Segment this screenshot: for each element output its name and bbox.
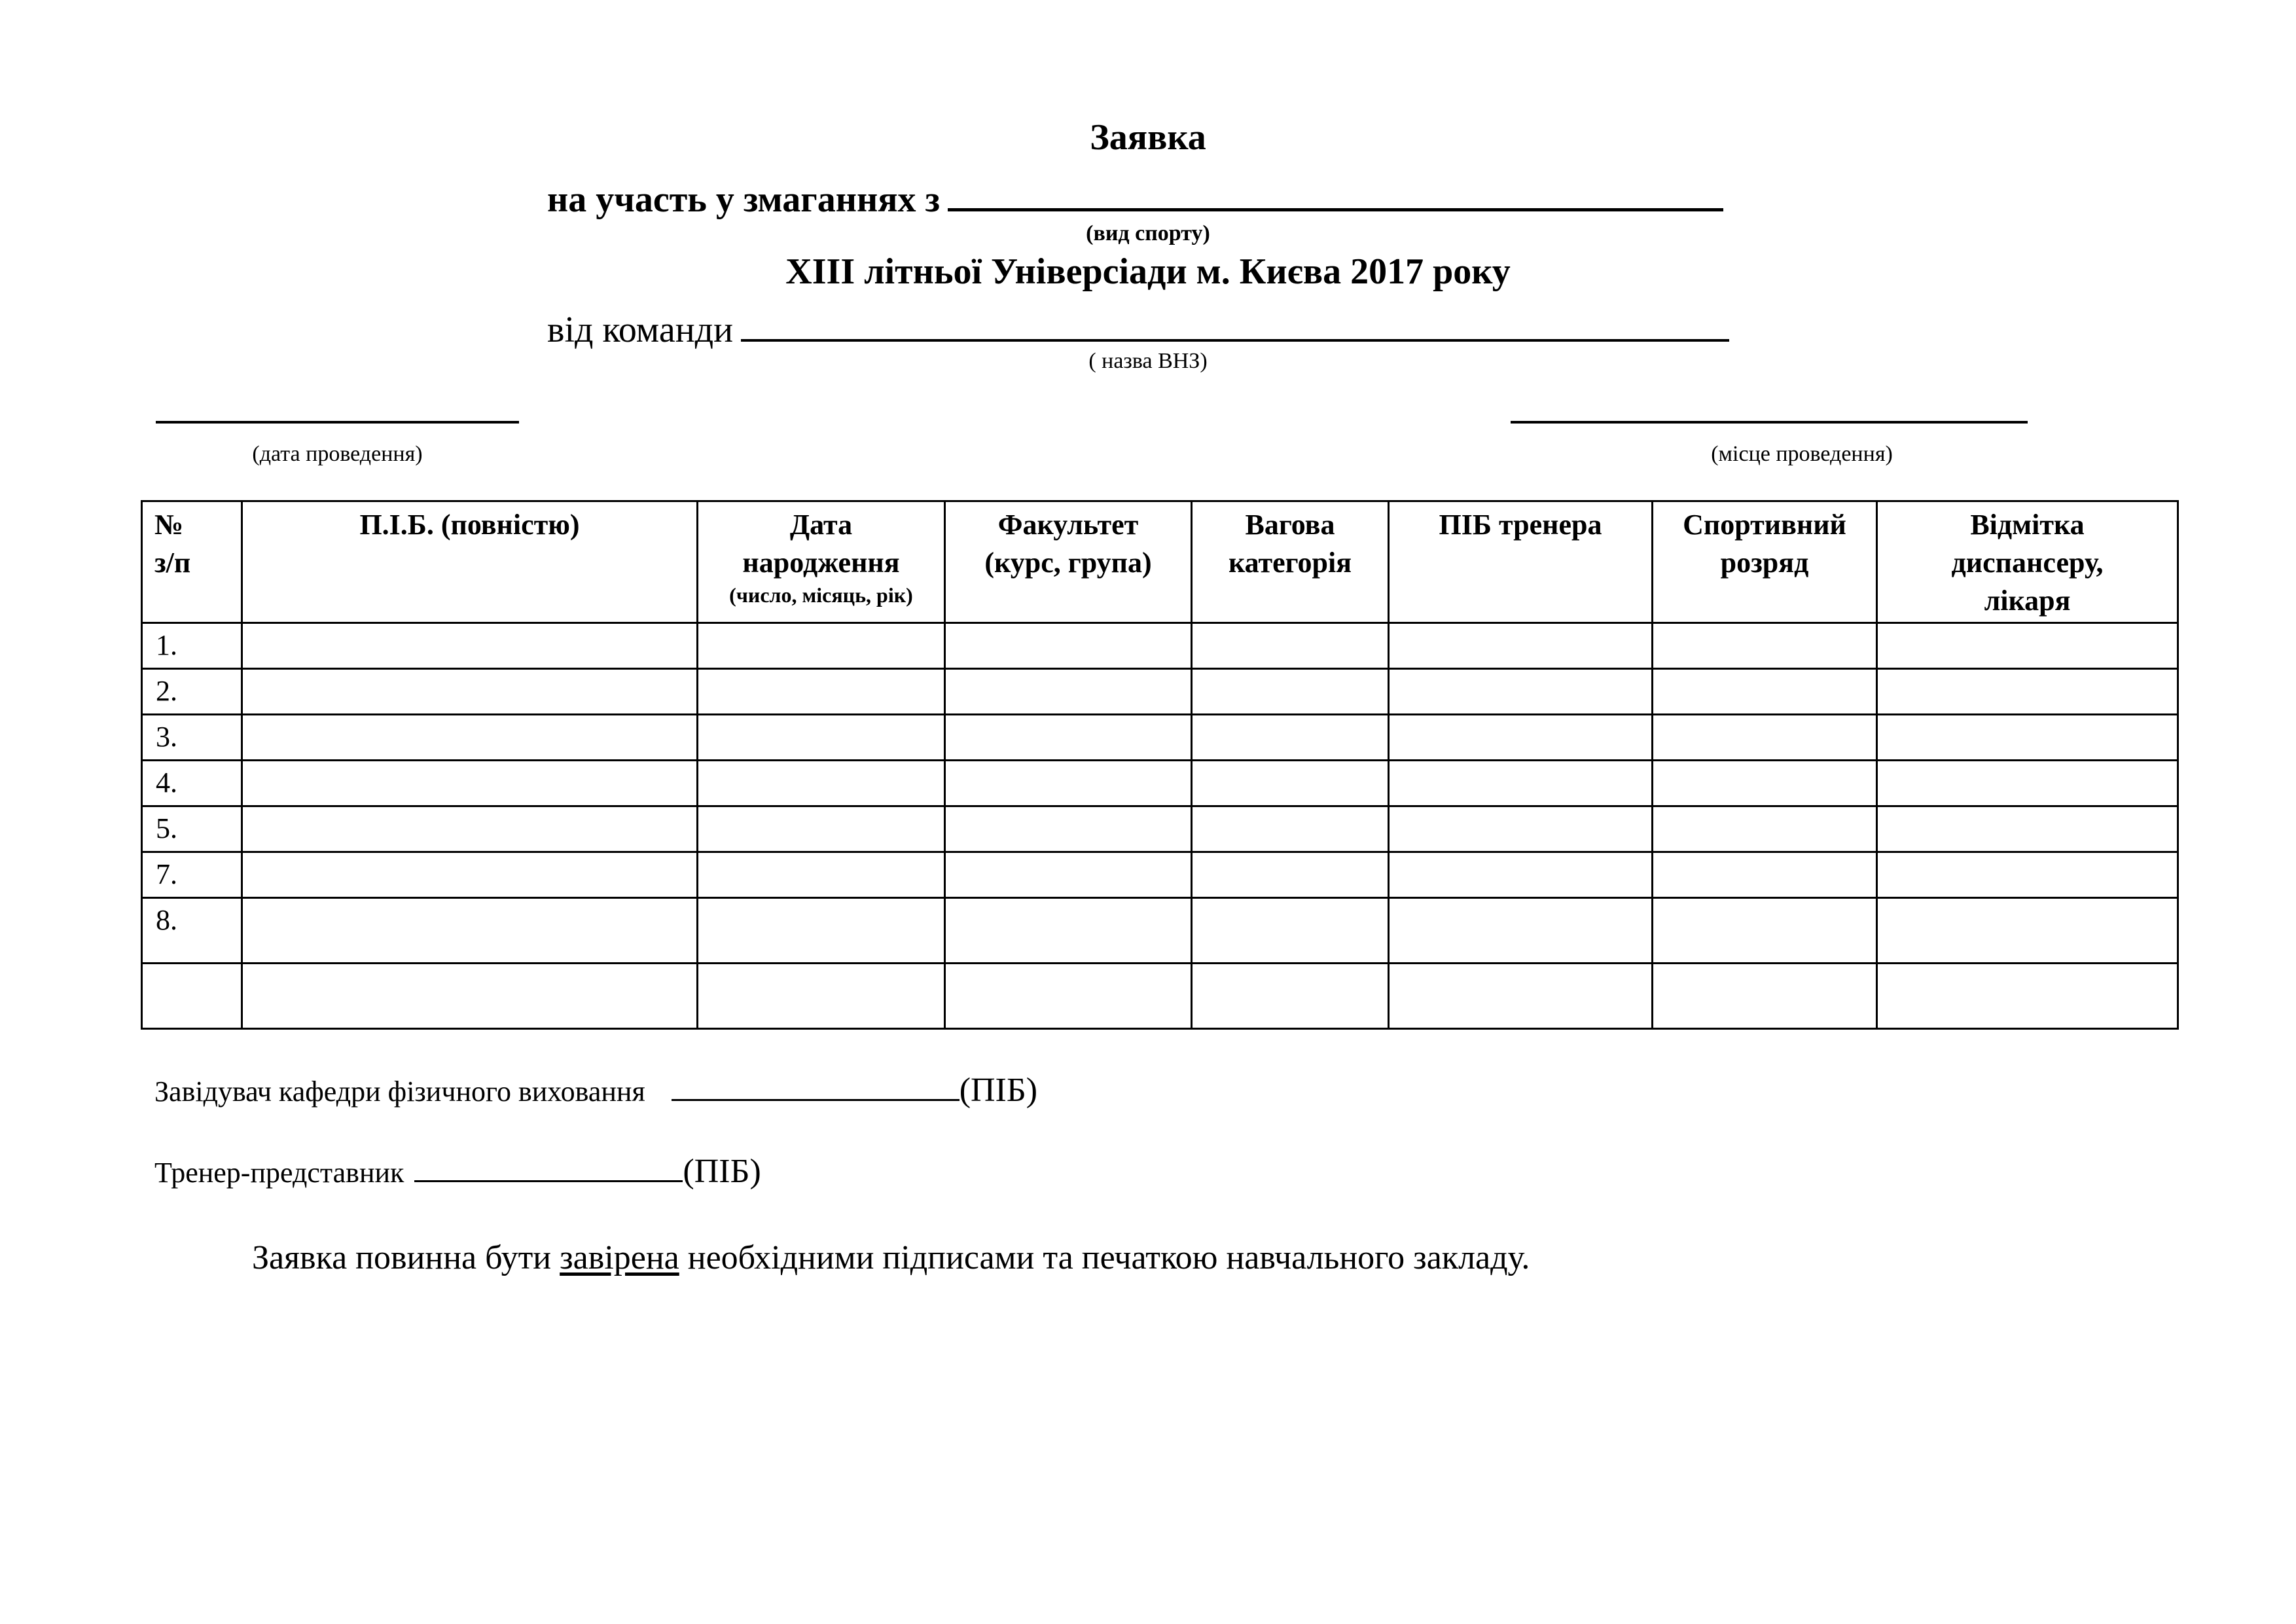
table-cell[interactable] [1877, 898, 2178, 964]
column-header-label: № з/п [154, 509, 191, 579]
coach-pib-label: (ПІБ) [683, 1153, 761, 1190]
table-cell[interactable] [698, 806, 945, 852]
table-cell[interactable] [1877, 806, 2178, 852]
column-header [242, 501, 698, 623]
column-header [945, 501, 1192, 623]
table-cell[interactable] [242, 669, 698, 715]
table-cell[interactable] [1877, 623, 2178, 669]
table-cell[interactable] [945, 852, 1192, 898]
table-cell[interactable] [242, 852, 698, 898]
event-title: XIII літньої Універсіади м. Києва 2017 року [785, 251, 1511, 292]
column-header [1389, 501, 1653, 623]
sport-line-label: на участь у змаганнях з [547, 179, 941, 220]
column-header-label: Спортивний розряд [1683, 509, 1846, 579]
table-row [142, 806, 2178, 852]
table-cell[interactable] [1653, 964, 1877, 1029]
row-number-cell: 7. [142, 852, 242, 898]
table-cell[interactable] [242, 898, 698, 964]
column-header [1192, 501, 1389, 623]
table-cell[interactable] [1653, 715, 1877, 761]
table-row [142, 852, 2178, 898]
table-cell[interactable] [1389, 806, 1653, 852]
table-cell[interactable] [1653, 806, 1877, 852]
note-underlined-word: завірена [560, 1239, 679, 1276]
table-cell[interactable] [1653, 623, 1877, 669]
note-text-start: Заявка повинна бути [252, 1239, 560, 1276]
table-cell[interactable] [698, 852, 945, 898]
table-cell[interactable] [1389, 669, 1653, 715]
sport-line [547, 177, 1723, 221]
place-blank-field[interactable] [1511, 421, 2028, 424]
table-cell[interactable] [945, 761, 1192, 806]
coach-blank-field[interactable] [414, 1157, 683, 1182]
table-cell[interactable] [1389, 623, 1653, 669]
table-cell[interactable] [1653, 761, 1877, 806]
row-number-cell: 4. [142, 761, 242, 806]
table-cell[interactable] [1389, 715, 1653, 761]
column-header-label: Факультет (курс, група) [984, 509, 1152, 579]
department-head-label: Завідувач кафедри фізичного виховання [154, 1075, 645, 1108]
table-cell[interactable] [1877, 761, 2178, 806]
table-row [142, 761, 2178, 806]
column-header [1653, 501, 1877, 623]
department-head-signature [154, 1071, 1037, 1110]
document-title: Заявка [1090, 117, 1206, 158]
table-cell[interactable] [1653, 669, 1877, 715]
table-cell[interactable] [1192, 669, 1389, 715]
row-number-cell: 8. [142, 898, 242, 964]
row-number-cell: 2. [142, 669, 242, 715]
column-header-label: Дата народження [742, 509, 900, 579]
column-header-label: П.І.Б. (повністю) [359, 509, 580, 541]
table-cell[interactable] [1653, 898, 1877, 964]
column-header [142, 501, 242, 623]
column-header-label: Відмітка диспансеру, лікаря [1951, 509, 2104, 617]
table-cell[interactable] [1389, 852, 1653, 898]
table-cell[interactable] [945, 806, 1192, 852]
table-cell[interactable] [1877, 669, 2178, 715]
column-header-label: Вагова категорія [1228, 509, 1352, 579]
table-cell[interactable] [1192, 806, 1389, 852]
column-header [698, 501, 945, 623]
university-caption: ( назва ВНЗ) [1088, 349, 1208, 373]
department-head-pib-label: (ПІБ) [959, 1072, 1038, 1109]
table-cell[interactable] [242, 964, 698, 1029]
note-text-end: необхідними підписами та печаткою навчального закладу. [679, 1239, 1530, 1276]
row-number-cell: 1. [142, 623, 242, 669]
participants-table [141, 500, 2179, 1030]
coach-signature [154, 1152, 761, 1191]
table-row [142, 964, 2178, 1029]
table-cell[interactable] [1192, 898, 1389, 964]
table-cell[interactable] [1192, 964, 1389, 1029]
table-cell[interactable] [698, 623, 945, 669]
table-cell[interactable] [1653, 852, 1877, 898]
table-header-row [142, 501, 2178, 623]
table-cell[interactable] [1192, 623, 1389, 669]
table-cell[interactable] [945, 715, 1192, 761]
team-line [547, 308, 1729, 351]
column-header [1877, 501, 2178, 623]
table-row [142, 715, 2178, 761]
row-number-cell: 3. [142, 715, 242, 761]
table-cell[interactable] [1192, 761, 1389, 806]
table-cell[interactable] [1877, 852, 2178, 898]
table-cell[interactable] [242, 623, 698, 669]
table-cell[interactable] [698, 761, 945, 806]
sport-caption: (вид спорту) [1086, 221, 1210, 245]
table-cell[interactable] [1877, 715, 2178, 761]
table-cell[interactable] [945, 898, 1192, 964]
column-header-sublabel: (число, місяць, рік) [729, 583, 913, 607]
sport-blank-field[interactable] [948, 177, 1723, 211]
table-cell[interactable] [1877, 964, 2178, 1029]
table-cell[interactable] [698, 964, 945, 1029]
table-cell[interactable] [698, 715, 945, 761]
table-row [142, 669, 2178, 715]
row-number-cell: 5. [142, 806, 242, 852]
date-blank-field[interactable] [156, 421, 519, 424]
table-row [142, 623, 2178, 669]
column-header-label: ПІБ тренера [1439, 509, 1602, 541]
coach-label: Тренер-представник [154, 1157, 404, 1189]
table-body [142, 623, 2178, 1029]
table-cell[interactable] [242, 806, 698, 852]
table-cell[interactable] [1389, 964, 1653, 1029]
table-cell[interactable] [945, 964, 1192, 1029]
table-cell[interactable] [945, 669, 1192, 715]
table-cell[interactable] [698, 669, 945, 715]
team-blank-field[interactable] [741, 308, 1729, 342]
table-cell[interactable] [1389, 898, 1653, 964]
table-cell[interactable] [242, 761, 698, 806]
table-cell[interactable] [242, 715, 698, 761]
team-line-label: від команди [547, 310, 734, 350]
table-cell[interactable] [1192, 715, 1389, 761]
table-cell[interactable] [698, 898, 945, 964]
department-head-blank-field[interactable] [672, 1075, 960, 1101]
table-row [142, 898, 2178, 964]
date-caption: (дата проведення) [252, 442, 423, 466]
table-cell[interactable] [1192, 852, 1389, 898]
table-cell[interactable] [945, 623, 1192, 669]
place-caption: (місце проведення) [1711, 442, 1893, 466]
row-number-cell [142, 964, 242, 1029]
table-cell[interactable] [1389, 761, 1653, 806]
certification-note [252, 1238, 1530, 1277]
